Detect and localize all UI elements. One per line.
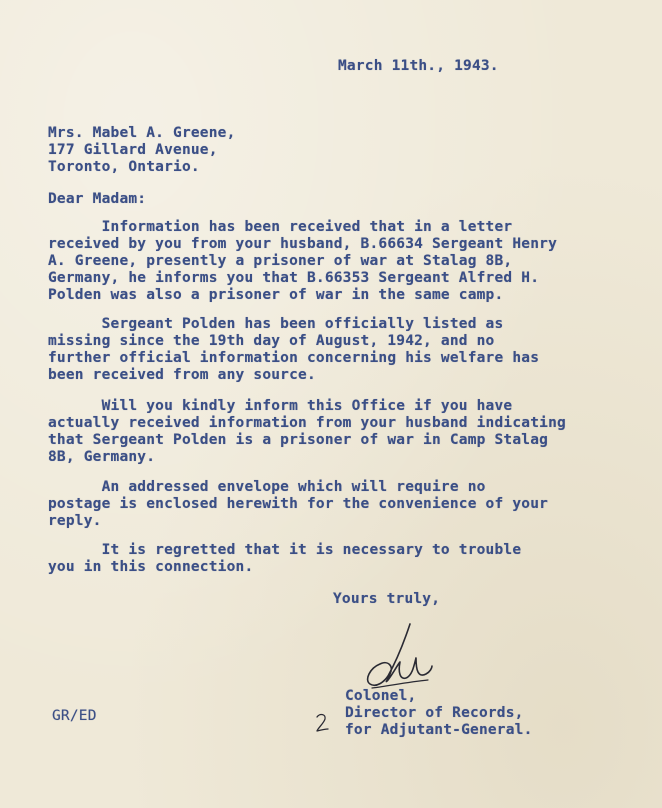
paragraph-3-line: actually received information from your husband indicating xyxy=(48,415,566,431)
recipient-name: Mrs. Mabel A. Greene, xyxy=(48,125,236,141)
recipient-street: 177 Gillard Avenue, xyxy=(48,142,218,158)
paragraph-4-line: reply. xyxy=(48,513,102,529)
paragraph-1-line: Polden was also a prisoner of war in the same camp. xyxy=(48,287,504,303)
paragraph-2-line: Sergeant Polden has been officially listed as xyxy=(48,316,504,332)
paragraph-5-line: It is regretted that it is necessary to trouble xyxy=(48,542,522,558)
signature-title-line: Colonel, xyxy=(345,688,417,704)
paragraph-5-line: you in this connection. xyxy=(48,559,254,575)
paragraph-2-line: been received from any source. xyxy=(48,367,316,383)
paragraph-3-line: 8B, Germany. xyxy=(48,449,156,465)
paragraph-1-line: A. Greene, presently a prisoner of war at Stalag 8B, xyxy=(48,253,513,269)
paragraph-4-line: An addressed envelope which will require no xyxy=(48,479,486,495)
handwritten-signature xyxy=(358,618,438,696)
recipient-city: Toronto, Ontario. xyxy=(48,159,200,175)
paragraph-4-line: postage is enclosed herewith for the convenience of your xyxy=(48,496,549,512)
closing: Yours truly, xyxy=(333,591,441,607)
paragraph-1-line: Information has been received that in a letter xyxy=(48,219,513,235)
paragraph-3-line: that Sergeant Polden is a prisoner of war in Camp Stalag xyxy=(48,432,549,448)
paragraph-1-line: Germany, he informs you that B.66353 Sergeant Alfred H. xyxy=(48,270,540,286)
paragraph-2-line: further official information concerning his welfare has xyxy=(48,350,540,366)
pencil-mark xyxy=(314,712,330,734)
paragraph-1-line: received by you from your husband, B.66634 Sergeant Henry xyxy=(48,236,557,252)
signature-title-line: for Adjutant-General. xyxy=(345,722,533,738)
letter-date: March 11th., 1943. xyxy=(338,58,499,74)
salutation: Dear Madam: xyxy=(48,191,147,207)
signature-title-line: Director of Records, xyxy=(345,705,524,721)
paragraph-2-line: missing since the 19th day of August, 1942, and no xyxy=(48,333,495,349)
paragraph-3-line: Will you kindly inform this Office if you have xyxy=(48,398,513,414)
reference-initials: GR/ED xyxy=(52,708,97,724)
